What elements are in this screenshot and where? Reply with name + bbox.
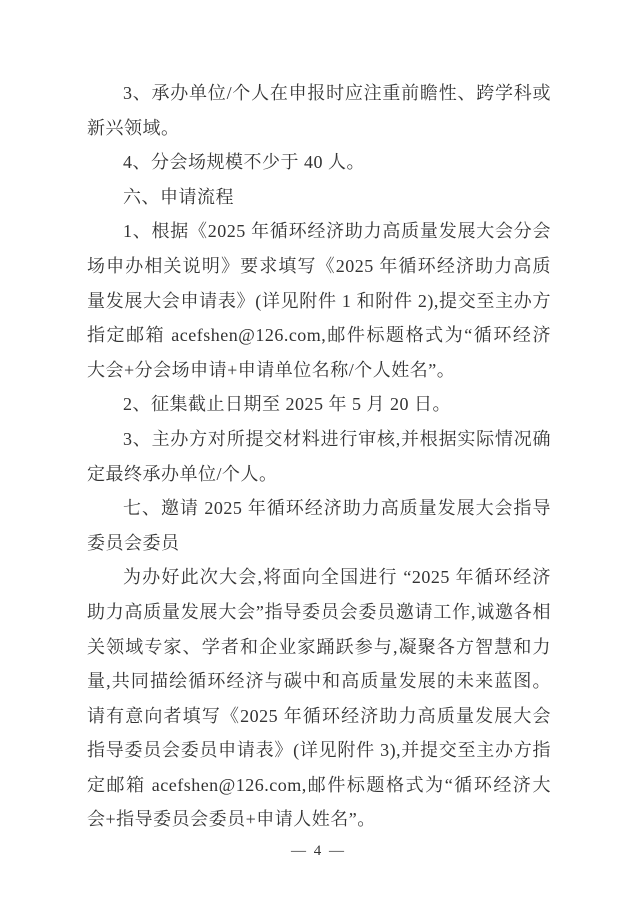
paragraph-committee-invitation-body: 为办好此次大会,将面向全国进行 “2025 年循环经济助力高质量发展大会”指导委员会委员邀请工作,诚邀各相关领域专家、学者和企业家踊跃参与,凝聚各方智慧和力量,共同描绘循环经济与碳中和高质量发展的未来蓝图。请有意向者填写《2025 年循环经济助力高质量发展大会指导委员会委员申请表》(详见附件 3),并提交至主办方指定邮箱 acefshen@126.com,邮件标题格式为“循环经济大会+指导委员会委员+申请人姓名”。	[87, 567, 551, 830]
section-heading-application-process: 六、申请流程	[123, 186, 234, 207]
paragraph-application-step-3-review: 3、主办方对所提交材料进行审核,并根据实际情况确定最终承办单位/个人。	[87, 428, 551, 484]
page-number: — 4 —	[291, 843, 346, 859]
paragraph-item-3-requirement: 3、承办单位/个人在申报时应注重前瞻性、跨学科或新兴领域。	[87, 83, 551, 138]
section-heading-committee-invitation: 七、邀请 2025 年循环经济助力高质量发展大会指导委员会委员	[87, 498, 551, 553]
paragraph-application-step-1: 1、根据《2025 年循环经济助力高质量发展大会分会场申办相关说明》要求填写《2025 年循环经济助力高质量发展大会申请表》(详见附件 1 和附件 2),提交至主办方指定邮箱 acefshen@126.com,邮件标题格式为“循环经济大会+分会场申请+申请单位名称/个人姓名”。	[87, 221, 551, 380]
paragraph-item-4-scale: 4、分会场规模不少于 40 人。	[123, 152, 365, 173]
paragraph-application-step-2-deadline: 2、征集截止日期至 2025 年 5 月 20 日。	[123, 394, 451, 415]
document-content	[87, 76, 551, 837]
